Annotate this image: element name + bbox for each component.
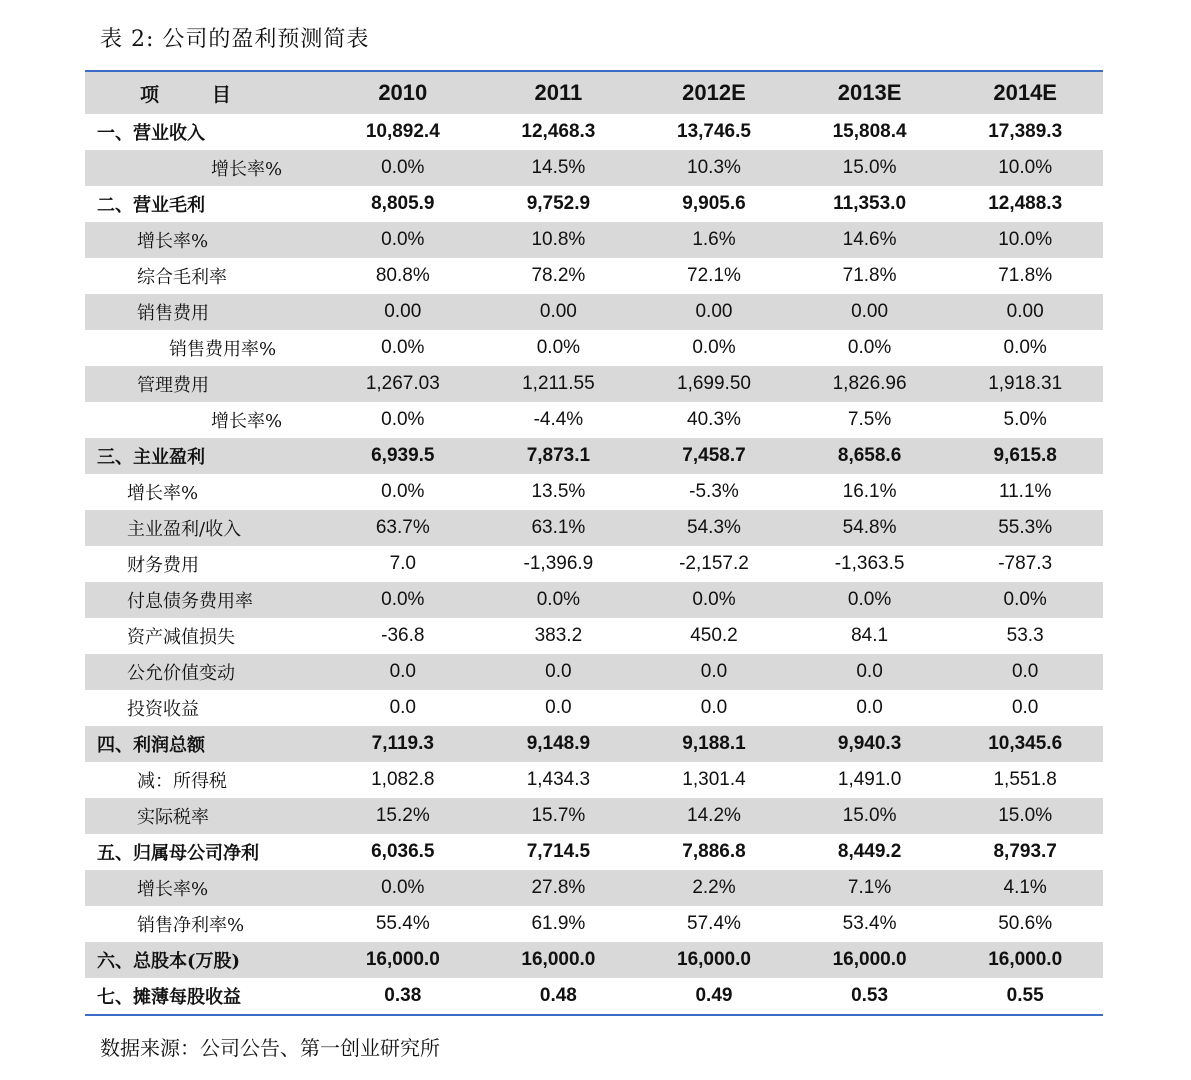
row-label: 一、营业收入 [97, 123, 205, 144]
row-value: 7,886.8 [682, 841, 746, 862]
header-item-label: 项 目 [140, 83, 231, 106]
row-value: 0.0% [381, 877, 425, 898]
row-value: -36.8 [381, 625, 425, 646]
row-value: 72.1% [687, 265, 741, 286]
row-value: -2,157.2 [679, 553, 749, 574]
row-value: 11.1% [998, 481, 1052, 502]
row-value: 0.0% [536, 337, 581, 358]
row-value: 16,000.0 [988, 949, 1063, 970]
row-value: 10,345.6 [988, 733, 1063, 754]
table-row [85, 510, 1103, 546]
table-row [85, 330, 1103, 366]
row-value: 1,211.55 [522, 373, 595, 394]
row-value: 0.0 [700, 697, 728, 718]
row-value: 0.0% [1003, 589, 1047, 610]
table-row [85, 690, 1103, 726]
row-value: 16,000.0 [677, 949, 751, 970]
row-label: 增长率% [127, 483, 199, 504]
row-value: 1,699.50 [677, 373, 751, 394]
row-label: 销售费用率% [169, 339, 277, 360]
row-value: 0.0% [536, 589, 581, 610]
row-value: 1,434.3 [526, 769, 591, 790]
row-value: 16,000.0 [365, 949, 440, 970]
table-row [85, 114, 1103, 150]
row-label: 增长率% [211, 411, 283, 432]
row-label: 减：所得税 [137, 771, 227, 792]
row-value: 0.55 [1006, 985, 1044, 1006]
table-row [85, 546, 1103, 582]
row-value: 5.0% [1003, 409, 1047, 430]
row-value: 6,939.5 [371, 445, 435, 466]
row-value: 9,940.3 [837, 733, 902, 754]
row-value: 78.2% [531, 265, 586, 286]
table-row [85, 582, 1103, 618]
row-label: 四、利润总额 [97, 735, 205, 756]
row-value: 0.0% [381, 409, 425, 430]
row-value: 8,805.9 [371, 193, 435, 214]
row-value: 14.6% [842, 229, 897, 250]
row-value: 0.0% [692, 337, 736, 358]
row-value: 1,918.31 [988, 373, 1063, 394]
row-value: 0.0 [545, 697, 572, 718]
row-value: 17,389.3 [988, 121, 1063, 142]
row-value: 0.0% [381, 157, 425, 178]
table-row [85, 438, 1103, 474]
table-row [85, 618, 1103, 654]
row-value: 0.00 [1006, 301, 1044, 322]
row-value: 16.1% [842, 481, 897, 502]
row-value: 1,301.4 [682, 769, 746, 790]
row-value: 15,808.4 [832, 121, 907, 142]
row-value: 14.5% [531, 157, 586, 178]
table-row [85, 222, 1103, 258]
table-row [85, 150, 1103, 186]
row-value: 15.0% [842, 157, 897, 178]
table-row [85, 978, 1103, 1014]
table-header-row [85, 72, 1103, 114]
row-label: 增长率% [137, 879, 209, 900]
row-label: 六、总股本(万股) [97, 951, 241, 972]
table-row [85, 258, 1103, 294]
row-value: 50.6% [998, 913, 1053, 934]
row-value: -787.3 [998, 553, 1053, 574]
row-value: 53.3 [1006, 625, 1044, 646]
row-value: 9,148.9 [526, 733, 591, 754]
header-year: 2013E [837, 80, 902, 105]
row-value: 55.3% [998, 517, 1053, 538]
row-value: 10.8% [531, 229, 586, 250]
row-value: 63.1% [531, 517, 586, 538]
row-value: 0.0 [1011, 661, 1039, 682]
row-value: 450.2 [690, 625, 738, 646]
row-value: 15.7% [531, 805, 586, 826]
row-value: 57.4% [687, 913, 741, 934]
row-value: 8,793.7 [993, 841, 1057, 862]
row-value: 0.00 [851, 301, 889, 322]
table-row [85, 654, 1103, 690]
row-value: 1,826.96 [832, 373, 907, 394]
row-value: 9,752.9 [526, 193, 591, 214]
profit-forecast-table [85, 70, 1103, 1016]
row-value: 12,488.3 [988, 193, 1063, 214]
row-value: -4.4% [533, 409, 584, 430]
row-value: 0.48 [539, 985, 577, 1006]
row-label: 增长率% [211, 159, 283, 180]
row-value: 7,458.7 [682, 445, 746, 466]
row-value: -1,396.9 [523, 553, 594, 574]
row-value: 71.8% [842, 265, 897, 286]
table-row [85, 798, 1103, 834]
row-value: 0.49 [695, 985, 733, 1006]
table-row [85, 402, 1103, 438]
row-label: 七、摊薄每股收益 [97, 987, 241, 1008]
header-year: 2012E [682, 80, 746, 105]
row-value: 383.2 [534, 625, 583, 646]
row-value: 0.00 [695, 301, 733, 322]
row-value: 14.2% [687, 805, 741, 826]
row-value: 0.0% [847, 589, 892, 610]
row-value: 0.0 [1011, 697, 1039, 718]
table-title: 表 2: 公司的盈利预测简表 [100, 27, 370, 52]
row-value: 0.38 [384, 985, 422, 1006]
row-value: 8,658.6 [837, 445, 902, 466]
row-label: 投资收益 [127, 699, 199, 720]
row-label: 主业盈利/收入 [127, 519, 242, 540]
row-value: 0.0 [389, 697, 416, 718]
row-value: 0.0% [381, 481, 425, 502]
row-value: 15.0% [998, 805, 1053, 826]
row-value: 7,873.1 [526, 445, 591, 466]
row-value: 7,119.3 [371, 733, 434, 754]
row-value: 0.0% [381, 229, 425, 250]
row-label: 付息债务费用率 [127, 591, 253, 612]
table-row [85, 870, 1103, 906]
row-label: 实际税率 [137, 807, 209, 828]
row-value: 0.0 [856, 697, 883, 718]
row-value: 7.5% [847, 409, 892, 430]
row-value: 10,892.4 [365, 121, 440, 142]
table-row [85, 906, 1103, 942]
table-row [85, 294, 1103, 330]
row-value: 7.1% [847, 877, 892, 898]
row-value: 13.5% [531, 481, 586, 502]
row-value: 27.8% [531, 877, 586, 898]
row-label: 管理费用 [137, 375, 209, 396]
row-value: 9,188.1 [682, 733, 746, 754]
row-value: 4.1% [1003, 877, 1047, 898]
row-value: 1,491.0 [837, 769, 902, 790]
row-label: 公允价值变动 [127, 663, 235, 684]
row-label: 财务费用 [127, 555, 199, 576]
row-value: -5.3% [689, 481, 739, 502]
row-value: 16,000.0 [521, 949, 596, 970]
row-label: 销售净利率% [137, 915, 245, 936]
header-year: 2010 [378, 80, 428, 105]
row-value: 0.00 [384, 301, 422, 322]
row-value: 0.00 [539, 301, 577, 322]
row-value: 10.0% [998, 229, 1053, 250]
row-value: 13,746.5 [677, 121, 751, 142]
row-label: 二、营业毛利 [97, 195, 205, 216]
row-value: 53.4% [842, 913, 897, 934]
row-value: 55.4% [375, 913, 430, 934]
row-value: 6,036.5 [371, 841, 435, 862]
row-value: 1,082.8 [371, 769, 435, 790]
row-value: -1,363.5 [834, 553, 905, 574]
row-value: 54.8% [842, 517, 897, 538]
table-row [85, 762, 1103, 798]
table-row [85, 834, 1103, 870]
table-body [85, 114, 1103, 1014]
row-value: 7.0 [389, 553, 416, 574]
row-value: 2.2% [692, 877, 736, 898]
row-value: 10.0% [998, 157, 1053, 178]
header-year: 2014E [993, 80, 1057, 105]
row-label: 三、主业盈利 [97, 447, 205, 468]
row-value: 16,000.0 [832, 949, 907, 970]
row-label: 资产减值损失 [127, 627, 235, 648]
row-value: 12,468.3 [521, 121, 596, 142]
row-value: 71.8% [998, 265, 1053, 286]
row-value: 61.9% [531, 913, 586, 934]
row-value: 9,615.8 [993, 445, 1057, 466]
table-row [85, 186, 1103, 222]
row-label: 销售费用 [137, 303, 209, 324]
row-value: 1.6% [692, 229, 736, 250]
row-value: 0.0% [692, 589, 736, 610]
row-value: 0.0% [1003, 337, 1047, 358]
row-value: 1,267.03 [365, 373, 440, 394]
row-value: 0.0% [381, 337, 425, 358]
row-value: 80.8% [375, 265, 430, 286]
table-row [85, 726, 1103, 762]
row-value: 0.0% [381, 589, 425, 610]
row-value: 8,449.2 [837, 841, 902, 862]
row-label: 五、归属母公司净利 [97, 843, 259, 864]
table-row [85, 366, 1103, 402]
header-year: 2011 [534, 80, 583, 105]
row-label: 综合毛利率 [137, 267, 227, 288]
row-value: 0.0 [389, 661, 416, 682]
row-value: 15.2% [375, 805, 430, 826]
row-value: 63.7% [375, 517, 430, 538]
table-row [85, 942, 1103, 978]
row-label: 增长率% [137, 231, 209, 252]
row-value: 0.0 [545, 661, 572, 682]
row-value: 11,353.0 [833, 193, 907, 214]
row-value: 84.1 [851, 625, 889, 646]
table-row [85, 474, 1103, 510]
row-value: 9,905.6 [682, 193, 746, 214]
row-value: 7,714.5 [526, 841, 591, 862]
row-value: 54.3% [687, 517, 741, 538]
row-value: 0.0 [856, 661, 883, 682]
data-source-note: 数据来源：公司公告、第一创业研究所 [100, 1036, 440, 1060]
row-value: 0.0 [700, 661, 728, 682]
row-value: 1,551.8 [993, 769, 1057, 790]
row-value: 10.3% [687, 157, 741, 178]
row-value: 40.3% [687, 409, 741, 430]
row-value: 15.0% [842, 805, 897, 826]
row-value: 0.53 [851, 985, 889, 1006]
row-value: 0.0% [847, 337, 892, 358]
